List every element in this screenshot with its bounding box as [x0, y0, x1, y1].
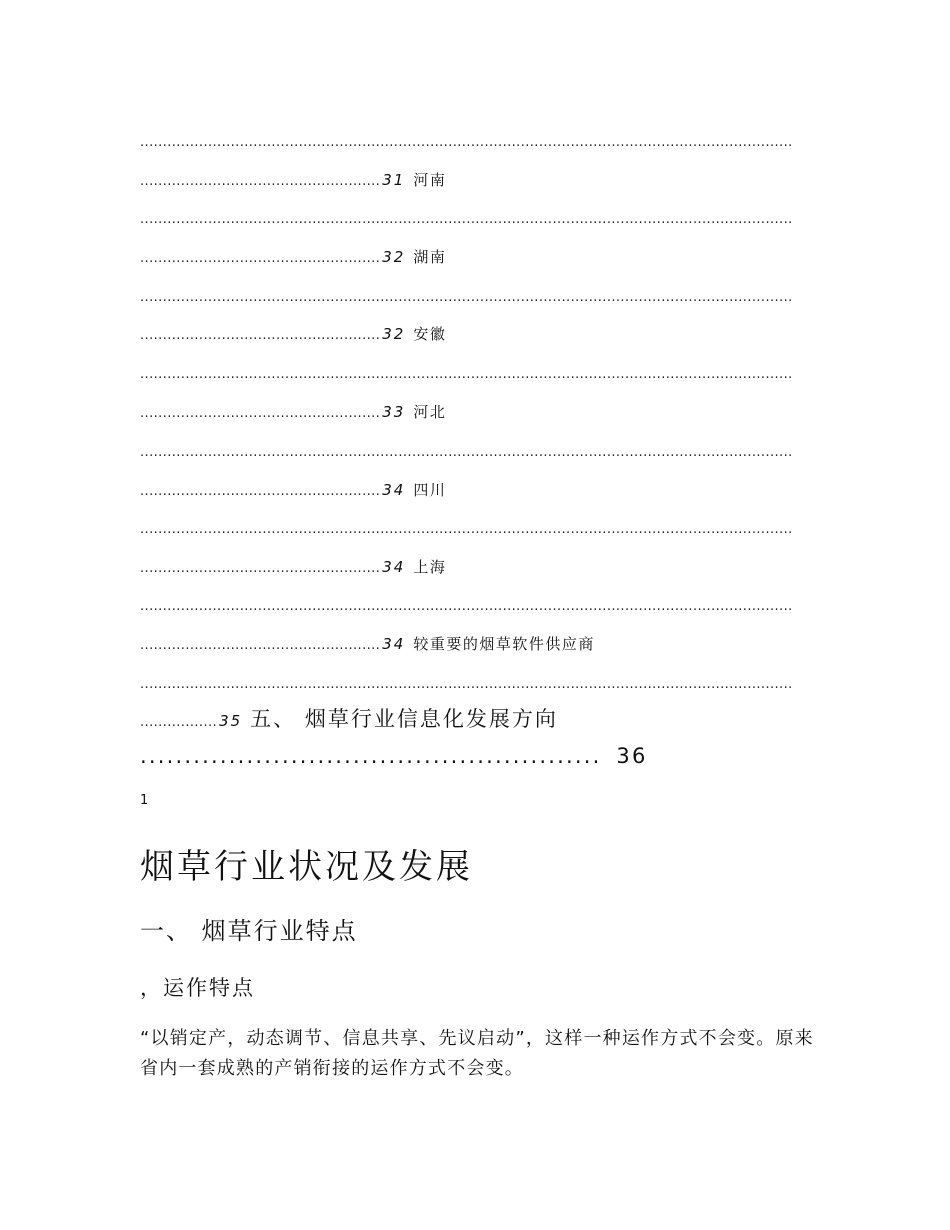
- subsection-heading: ，运作特点: [140, 976, 255, 1000]
- toc-page-number: 33: [382, 403, 406, 421]
- toc-entry[interactable]: [140, 632, 595, 656]
- toc-dot-leader: .....................................................: [140, 561, 381, 576]
- toc-entry[interactable]: [140, 168, 446, 192]
- toc-entry[interactable]: [140, 400, 446, 424]
- toc-dot-leader: ................................................................................................................................................: [140, 445, 793, 460]
- section-heading: 一、 烟草行业特点: [140, 917, 358, 945]
- toc-dot-leader: ................................................................................................................................................: [140, 599, 793, 614]
- toc-entry-label: 四川: [413, 481, 447, 499]
- toc-dot-leader: .....................................................: [140, 638, 381, 653]
- toc-last-line[interactable]: [140, 741, 648, 771]
- body-paragraph: “以销定产，动态调节、信息共享、先议启动”，这样一种运作方式不会变。原来省内一套成熟的产销衔接的运作方式不会变。: [140, 1028, 814, 1079]
- toc-page-number: 34: [382, 481, 406, 499]
- toc-page-number: 34: [382, 635, 406, 653]
- toc-entry-label: 上海: [413, 558, 447, 576]
- toc-section-label: 五、 烟草行业信息化发展方向: [250, 707, 558, 731]
- toc-dot-leader: .................: [140, 715, 218, 730]
- toc-entry[interactable]: [140, 322, 446, 346]
- toc-entry-label: 安徽: [413, 325, 447, 343]
- toc-entry-label: 湖南: [413, 248, 447, 266]
- toc-dot-leader: ................................................................................................................................................: [140, 135, 793, 150]
- toc-page-number: 36: [616, 744, 648, 768]
- toc-dot-leader: .....................................................: [140, 251, 381, 266]
- toc-dot-leader: .....................................................: [140, 406, 381, 421]
- toc-entry[interactable]: [140, 245, 446, 269]
- toc-dot-leader: ................................................................................................................................................: [140, 367, 793, 382]
- toc-dot-leader: ................................................................................................................................................: [140, 677, 793, 692]
- toc-dot-leader: .....................................................: [140, 328, 381, 343]
- toc-dot-leader: .....................................................: [140, 484, 381, 499]
- page-number: 1: [140, 793, 149, 808]
- toc-section-entry[interactable]: [140, 703, 558, 735]
- toc-dot-leader: ....................................................: [140, 744, 602, 768]
- toc-entry-label: 河南: [413, 171, 447, 189]
- toc-dot-leader: ................................................................................................................................................: [140, 522, 793, 537]
- toc-dot-leader: ................................................................................................................................................: [140, 290, 793, 305]
- toc-dot-leader: .....................................................: [140, 174, 381, 189]
- toc-entry[interactable]: [140, 478, 446, 502]
- toc-dot-leader: ................................................................................................................................................: [140, 212, 793, 227]
- toc-page-number: 35: [219, 712, 243, 730]
- toc-entry-label: 河北: [413, 403, 447, 421]
- toc-entry[interactable]: [140, 555, 446, 579]
- toc-page-number: 31: [382, 171, 406, 189]
- toc-entry-label: 较重要的烟草软件供应商: [413, 635, 595, 653]
- toc-page-number: 32: [382, 325, 406, 343]
- document-title: 烟草行业状况及发展: [140, 847, 473, 887]
- toc-page-number: 34: [382, 558, 406, 576]
- toc-page-number: 32: [382, 248, 406, 266]
